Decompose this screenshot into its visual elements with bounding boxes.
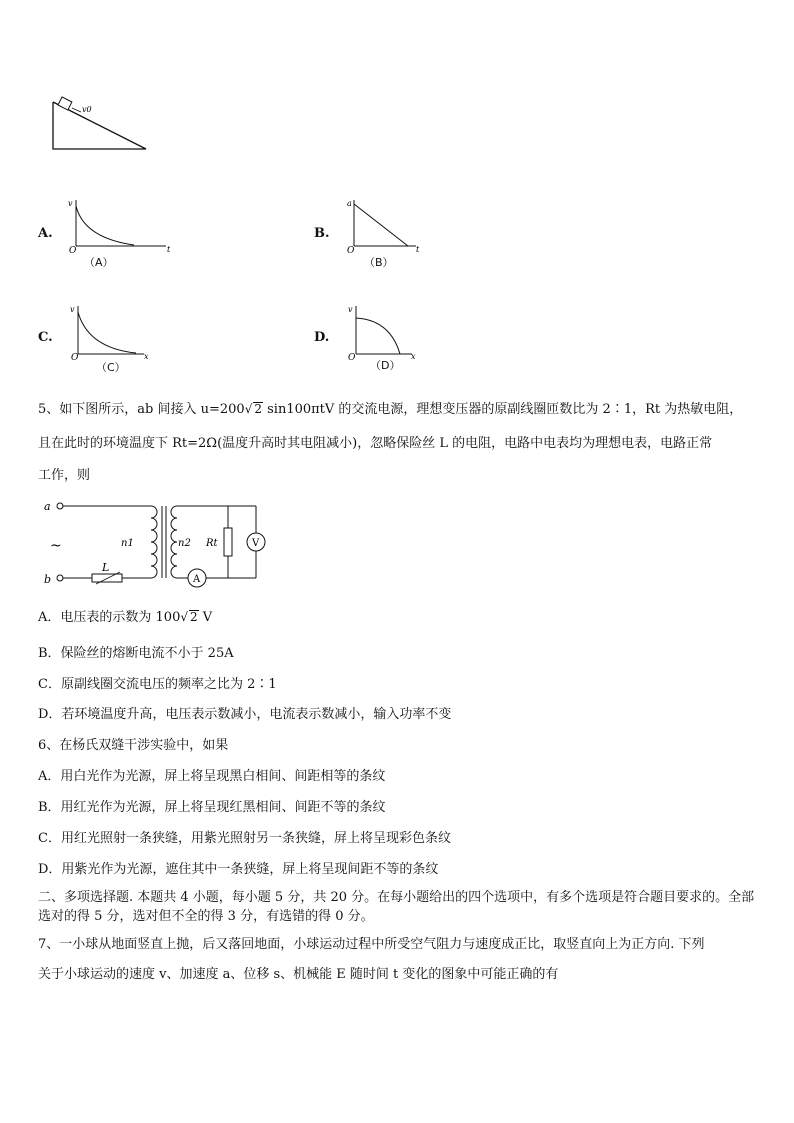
curve-d xyxy=(356,318,400,354)
q6-stem: 6、在杨氏双缝干涉实验中，如果 xyxy=(38,738,229,753)
svg-text:O: O xyxy=(71,353,79,362)
q7-line2: 关于小球运动的速度 v、加速度 a、位移 s、机械能 E 随时间 t 变化的图象中可能正确的有 xyxy=(38,967,559,982)
fuse-L xyxy=(92,574,122,582)
q4-caption-a: （A） xyxy=(84,256,114,269)
fuse-label: L xyxy=(102,561,110,574)
svg-text:V: V xyxy=(252,538,260,549)
graph-d xyxy=(344,302,424,362)
ac-source-symbol: ~ xyxy=(50,538,62,554)
terminal-a-label: a xyxy=(44,500,51,513)
q4-caption-c: （C） xyxy=(96,361,126,374)
q5-option-a: A．电压表的示数为 100√ 2 V xyxy=(38,610,213,625)
q4-option-b-label: B. xyxy=(314,226,330,241)
curve-c xyxy=(78,312,136,353)
q4-option-a-label: A. xyxy=(38,226,53,241)
svg-text:O: O xyxy=(347,246,355,256)
q4-option-d-label: D. xyxy=(314,330,330,345)
transformer-circuit xyxy=(38,494,278,590)
q6-option-b: B．用红光作为光源，屏上将呈现红黑相间、间距不等的条纹 xyxy=(38,800,386,815)
q7-line1: 7、一小球从地面竖直上抛，后又落回地面，小球运动过程中所受空气阻力与速度成正比，取竖直向上为正方向. 下列 xyxy=(38,937,705,952)
secondary-coil xyxy=(171,506,177,578)
curve-a xyxy=(76,206,134,245)
svg-text:O: O xyxy=(69,246,77,256)
q4-caption-d: （D） xyxy=(370,359,401,372)
graph-b xyxy=(344,196,454,256)
incline-figure xyxy=(48,96,158,156)
section-2-heading: 二、多项选择题. 本题共 4 小题，每小题 5 分，共 20 分。在每小题给出的四个选项中，有多个选项是符合题目要求的。全部选对的得 5 分，选对但不全的得 3 分，有选错的得 0 分。 xyxy=(38,890,755,924)
svg-text:x: x xyxy=(144,352,149,361)
svg-text:v: v xyxy=(68,199,73,208)
v0-label: v0 xyxy=(82,105,92,114)
q5-stem-line2: 且在此时的环境温度下 Rt=2Ω(温度升高时其电阻减小)，忽略保险丝 L 的电阻，电路中电表均为理想电表，电路正常 xyxy=(38,436,713,451)
n2-label: n2 xyxy=(178,538,191,549)
svg-text:v: v xyxy=(348,305,353,314)
q4-option-c-label: C. xyxy=(38,330,53,345)
svg-text:A: A xyxy=(193,574,201,585)
q5-stem-line1: 5、如下图所示，ab 间接入 u=200√ 2 sin100πtV 的交流电源，理想变压器的原副线圈匝数比为 2∶1，Rt 为热敏电阻， xyxy=(38,402,743,417)
q6-option-d: D．用紫光作为光源，遮住其中一条狭缝，屏上将呈现间距不等的条纹 xyxy=(38,862,439,877)
rt-label: Rt xyxy=(206,538,218,549)
primary-coil xyxy=(151,506,157,578)
svg-text:a: a xyxy=(347,199,352,208)
graph-a xyxy=(64,196,174,256)
q5-stem-line3: 工作，则 xyxy=(38,468,91,483)
svg-text:O: O xyxy=(348,353,356,362)
q5-option-c: C．原副线圈交流电压的频率之比为 2∶1 xyxy=(38,677,277,692)
q4-caption-b: （B） xyxy=(364,256,394,269)
graph-c xyxy=(66,302,156,362)
q6-option-c: C．用红光照射一条狭缝，用紫光照射另一条狭缝，屏上将呈现彩色条纹 xyxy=(38,831,451,846)
line-b xyxy=(354,204,408,246)
svg-text:x: x xyxy=(411,352,416,361)
q5-option-d: D．若环境温度升高，电压表示数减小，电流表示数减小，输入功率不变 xyxy=(38,707,452,722)
thermistor-Rt xyxy=(224,528,232,556)
svg-text:v: v xyxy=(70,305,75,314)
svg-text:t: t xyxy=(167,245,171,254)
q6-option-a: A．用白光作为光源，屏上将呈现黑白相间、间距相等的条纹 xyxy=(38,769,386,784)
svg-text:t: t xyxy=(416,245,420,254)
q5-option-b: B．保险丝的熔断电流不小于 25A xyxy=(38,646,234,661)
n1-label: n1 xyxy=(121,538,134,549)
terminal-b-label: b xyxy=(44,573,52,586)
